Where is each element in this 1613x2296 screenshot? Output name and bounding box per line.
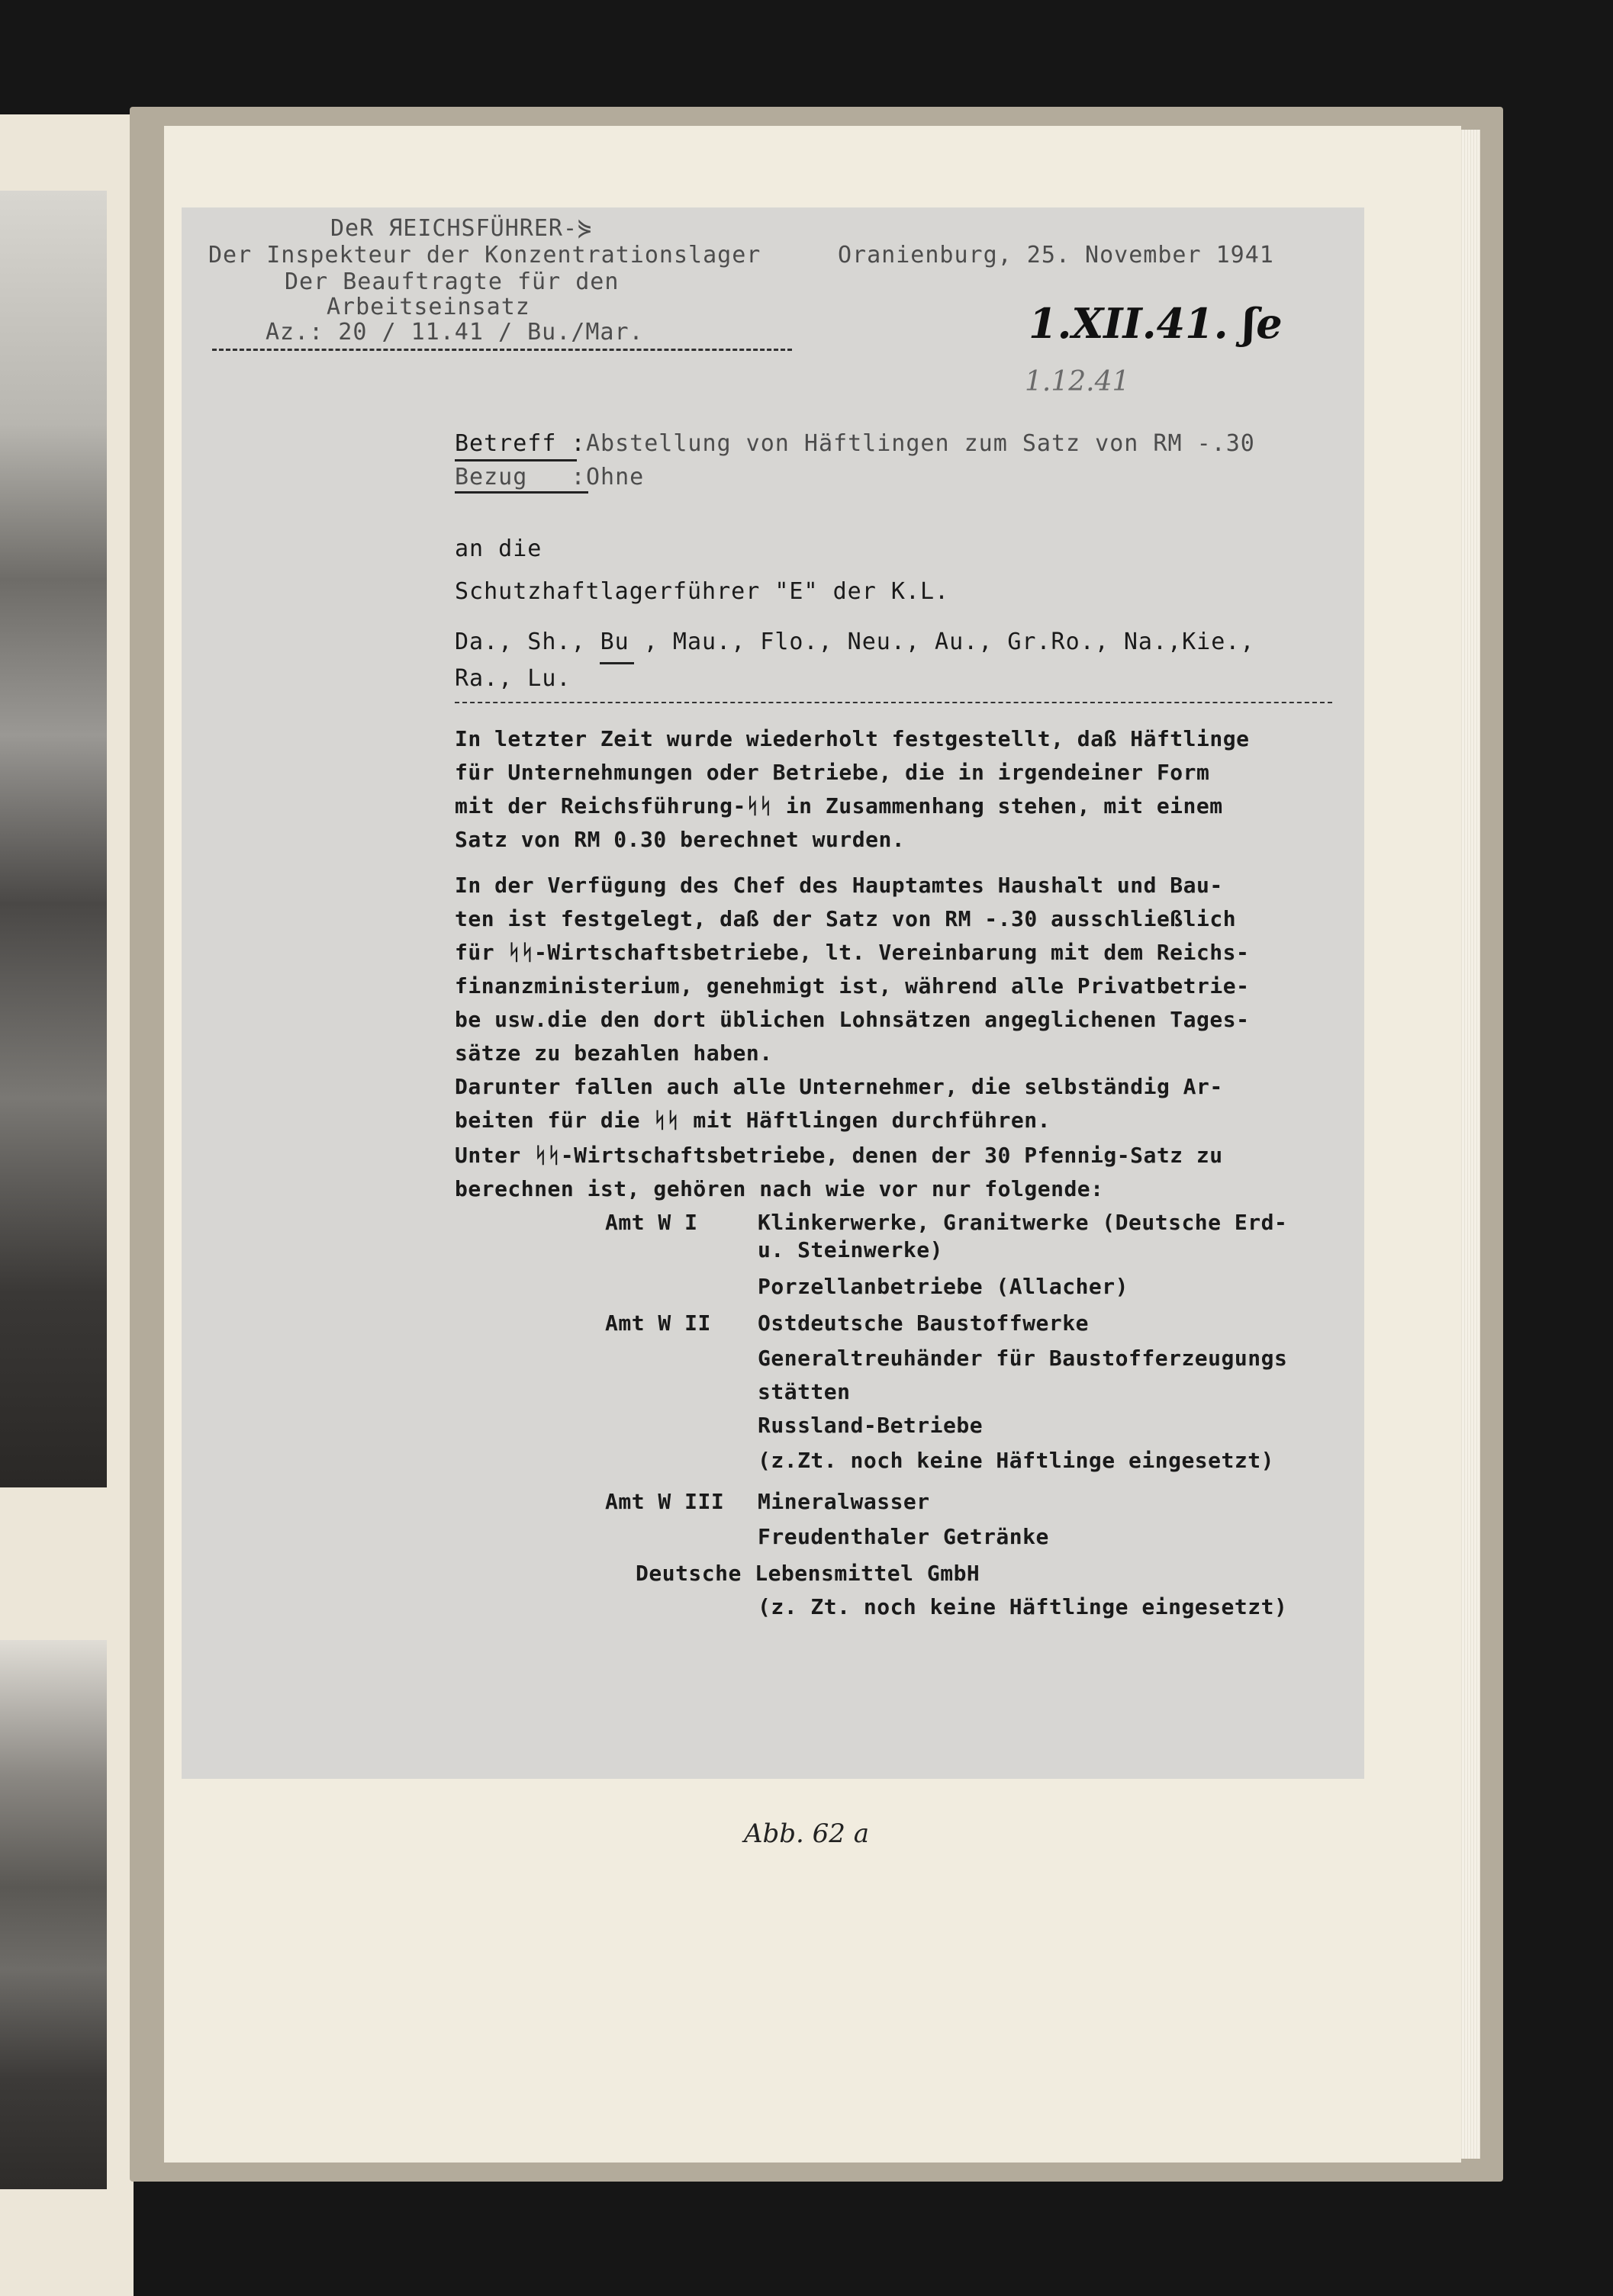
org-line-2: Der Inspekteur der Konzentrationslager <box>208 242 761 269</box>
body-p2-line: berechnen ist, gehören nach wie vor nur folgende: <box>455 1176 1104 1201</box>
office-item: (z.Zt. noch keine Häftlinge eingesetzt) <box>758 1448 1274 1473</box>
org-line-1: DeR ЯEICHSFÜHRER-⋟ <box>330 215 593 242</box>
reference-label: Bezug : <box>455 464 586 490</box>
document-reproduction <box>182 207 1364 1779</box>
figure-caption: Abb. 62 a <box>743 1818 870 1849</box>
office-amt: Amt W II <box>605 1310 711 1336</box>
body-p2-line: ten ist festgelegt, daß der Satz von RM -.30 ausschließlich <box>455 906 1237 931</box>
body-p2-line: für ᛋᛋ-Wirtschaftsbetriebe, lt. Vereinbarung mit dem Reichs- <box>455 940 1250 965</box>
handwritten-faint-note: 1.12.41 <box>1025 366 1130 397</box>
reference-underline <box>455 491 588 494</box>
office-item: Generaltreuhänder für Baustofferzeugungs <box>758 1346 1288 1371</box>
recipient-line-1: an die <box>455 535 542 562</box>
place-date: Oranienburg, 25. November 1941 <box>838 242 1274 269</box>
subject-underline <box>455 459 577 461</box>
office-amt: Amt W I <box>605 1210 698 1235</box>
org-line-4: Arbeitseinsatz <box>327 294 530 320</box>
body-p1-line: Satz von RM 0.30 berechnet wurden. <box>455 827 906 852</box>
office-item: Freudenthaler Getränke <box>758 1524 1049 1549</box>
body-p2-line: In der Verfügung des Chef des Hauptamtes Haushalt und Bau- <box>455 873 1223 898</box>
recipient-line-3: Da., Sh., Bu , Mau., Flo., Neu., Au., Gr.Ro., Na.,Kie., <box>455 629 1255 655</box>
body-p2-line: beiten für die ᛋᛋ mit Häftlingen durchführen. <box>455 1108 1051 1133</box>
handwritten-date-note: 1.XII.41. ʃe <box>1029 299 1283 348</box>
left-page-photo-bottom <box>0 1640 107 2189</box>
body-p2-line: Darunter fallen auch alle Unternehmer, die selbständig Ar- <box>455 1074 1223 1099</box>
body-p2-line: sätze zu bezahlen haben. <box>455 1040 773 1066</box>
recipient-underline <box>600 662 634 664</box>
body-p1-line: mit der Reichsführung-ᛋᛋ in Zusammenhang stehen, mit einem <box>455 793 1223 818</box>
office-item: u. Steinwerke) <box>758 1237 944 1262</box>
letterhead-rule <box>212 349 792 351</box>
office-item: stätten <box>758 1379 851 1404</box>
body-p2-line: Unter ᛋᛋ-Wirtschaftsbetriebe, denen der 30 Pfennig-Satz zu <box>455 1143 1223 1168</box>
subject-label: Betreff : <box>455 430 586 457</box>
subject-text: Abstellung von Häftlingen zum Satz von RM -.30 <box>586 430 1255 457</box>
office-item: Deutsche Lebensmittel GmbH <box>636 1561 980 1586</box>
office-item: Mineralwasser <box>758 1489 930 1514</box>
office-item: Porzellanbetriebe (Allacher) <box>758 1274 1129 1299</box>
office-item: (z. Zt. noch keine Häftlinge eingesetzt) <box>758 1594 1288 1619</box>
office-item: Klinkerwerke, Granitwerke (Deutsche Erd- <box>758 1210 1288 1235</box>
body-p1-line: In letzter Zeit wurde wiederholt festgestellt, daß Häftlinge <box>455 726 1250 751</box>
reference-text: Ohne <box>586 464 645 490</box>
body-p1-line: für Unternehmungen oder Betriebe, die in irgendeiner Form <box>455 760 1210 785</box>
left-page <box>0 114 134 2296</box>
recipient-rule <box>455 702 1332 703</box>
org-line-3: Der Beauftragte für den <box>285 269 620 295</box>
office-item: Russland-Betriebe <box>758 1413 984 1438</box>
office-item: Ostdeutsche Baustoffwerke <box>758 1310 1089 1336</box>
reference-line: Az.: 20 / 11.41 / Bu./Mar. <box>266 319 644 346</box>
body-p2-line: be usw.die den dort üblichen Lohnsätzen angeglichenen Tages- <box>455 1007 1250 1032</box>
recipient-line-2: Schutzhaftlagerführer "E" der K.L. <box>455 578 950 605</box>
office-amt: Amt W III <box>605 1489 725 1514</box>
recipient-line-4: Ra., Lu. <box>455 665 571 692</box>
body-p2-line: finanzministerium, genehmigt ist, während alle Privatbetrie- <box>455 973 1250 998</box>
left-page-photo-top <box>0 191 107 1487</box>
